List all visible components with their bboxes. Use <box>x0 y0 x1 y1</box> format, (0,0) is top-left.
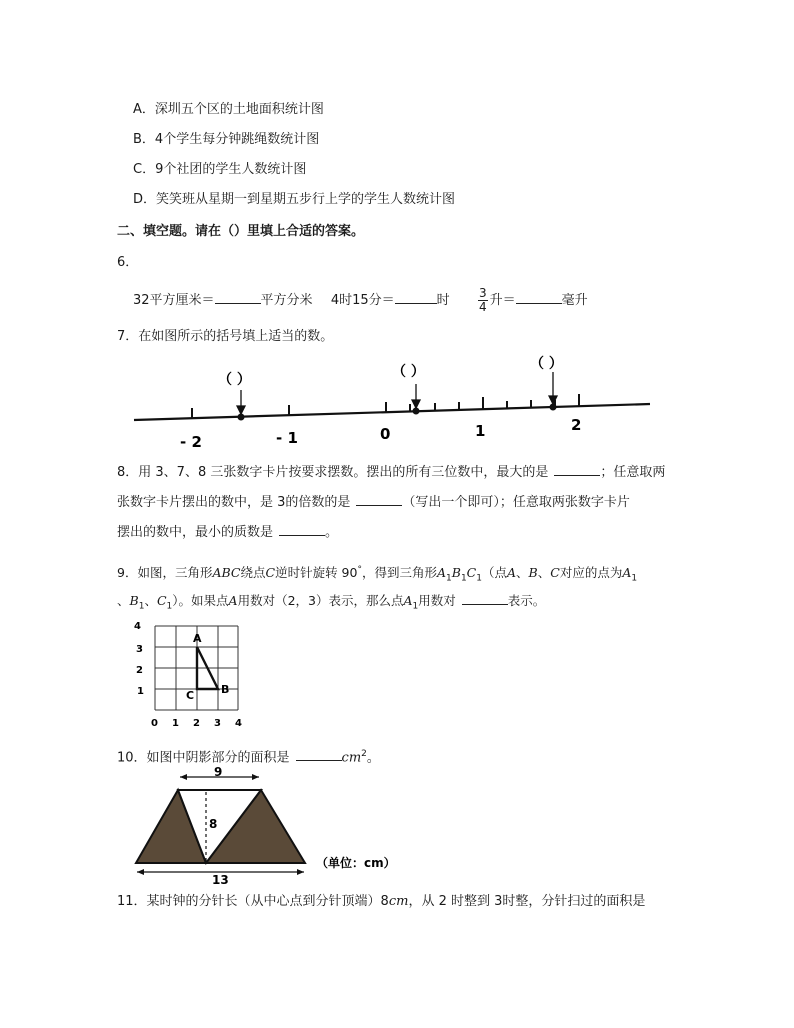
x-tick-3: 3 <box>214 718 221 729</box>
q9-sep1: 、 <box>516 565 529 581</box>
q9-sub1: 1 <box>446 573 452 584</box>
option-d: D．笑笑班从星期一到星期五步行上学的学生人数统计图 <box>133 192 456 207</box>
paren-2[interactable]: （ ） <box>392 364 425 380</box>
label-neg1: - 1 <box>276 429 298 447</box>
q8-blank3[interactable] <box>279 522 325 536</box>
y-tick-3: 3 <box>136 644 143 655</box>
q10-text <box>117 745 380 767</box>
q8-line1 <box>117 462 665 482</box>
q11-text2: ，从 2 时整到 3时整，分针扫过的面积是 <box>408 894 646 909</box>
label-2: 2 <box>571 416 582 434</box>
q9-pc: C <box>550 565 560 581</box>
paren-3[interactable]: （ ） <box>530 356 563 372</box>
q9-t2: 逆时针旋转 90 <box>275 565 358 581</box>
q11-text <box>117 893 645 911</box>
q9-l2-c1: C <box>156 593 167 608</box>
y-tick-1: 1 <box>137 686 144 697</box>
q9-sub6: 1 <box>166 601 173 612</box>
option-c: C．9个社团的学生人数统计图 <box>133 162 307 177</box>
q9-t9: 用数对 <box>418 593 456 608</box>
q9-blank[interactable] <box>462 591 508 605</box>
y-tick-2: 2 <box>136 665 143 676</box>
y-tick-4: 4 <box>134 621 141 632</box>
paren-1[interactable]: （ ） <box>218 372 251 388</box>
q10-blank[interactable] <box>296 747 342 761</box>
q6-frac-den: 4 <box>478 300 487 314</box>
q9-t1: 绕点 <box>240 565 266 581</box>
q9-abc: ABC <box>212 565 241 581</box>
q9-prefix: 9．如图，三角形 <box>117 565 213 581</box>
q6-part2: 4时15分＝ <box>330 293 395 308</box>
q8-line2-end: （写出一个即可）；任意取两张数字卡片 <box>402 495 630 510</box>
bottom-label: 13 <box>212 873 229 887</box>
label-neg2: - 2 <box>180 433 202 451</box>
q6-unit2: 时 <box>436 293 450 308</box>
q6-part3: 升＝ <box>489 293 516 308</box>
height-label: 8 <box>209 817 218 831</box>
point-b-label: B <box>221 683 230 696</box>
q9-pa: A <box>507 565 517 581</box>
q8-blank2[interactable] <box>356 492 402 506</box>
x-tick-1: 1 <box>172 718 179 729</box>
q9-sub4: 1 <box>631 573 638 584</box>
x-tick-2: 2 <box>193 718 200 729</box>
q9-l2-b1: B <box>129 593 139 608</box>
section-heading: 二、填空题。请在（）里填上合适的答案。 <box>117 224 365 239</box>
top-label: 9 <box>214 765 223 779</box>
q8-line3-text: 摆出的数中，最小的质数是 <box>117 525 274 540</box>
q6-number: 6． <box>117 255 139 270</box>
q11-cm: cm <box>388 894 409 909</box>
q11-text1: 11．某时钟的分针长（从中心点到分针顶端）8 <box>117 894 389 909</box>
q8-line1-end: ；任意取两 <box>600 465 666 480</box>
q6-blank1[interactable] <box>215 290 261 304</box>
q9-l2-a: A <box>228 593 238 608</box>
q10-sup: 2 <box>361 749 367 759</box>
q8-line2 <box>117 492 630 512</box>
q6-unit3: 毫升 <box>561 293 588 308</box>
q6-unit1: 平方分米 <box>260 293 313 308</box>
q9-t4: （点 <box>481 565 507 581</box>
q9-sub7: 1 <box>412 601 419 612</box>
q6-fraction <box>478 287 488 314</box>
unit-note: （单位：cm） <box>316 856 396 870</box>
q9-b1: B <box>451 565 461 581</box>
q9-t3: ，得到三角形 <box>361 565 437 581</box>
q10-end: 。 <box>366 750 380 766</box>
label-1: 1 <box>475 422 486 440</box>
q9-sub3: 1 <box>476 573 482 584</box>
q8-blank1[interactable] <box>554 462 600 476</box>
q8-line3-end: 。 <box>325 525 339 540</box>
option-b: B．4个学生每分钟跳绳数统计图 <box>133 132 320 147</box>
q8-line3 <box>117 522 338 542</box>
point-c-label: C <box>186 689 195 702</box>
q9-l2-a1: A <box>403 593 413 608</box>
q6-blank3[interactable] <box>516 290 562 304</box>
q9-pb: B <box>528 565 538 581</box>
q9-c: C <box>265 565 276 581</box>
option-a: A．深圳五个区的土地面积统计图 <box>133 102 324 117</box>
q6-body <box>133 287 588 314</box>
grid-figure <box>130 618 250 733</box>
label-0: 0 <box>380 425 391 443</box>
x-tick-4: 4 <box>235 718 242 729</box>
shaded-figure <box>133 765 403 887</box>
q9-sub2: 1 <box>460 573 467 584</box>
q8-line1-text: 8．用 3、7、8 三张数字卡片按要求摆数。摆出的所有三位数中，最大的是 <box>117 465 549 480</box>
q9-t8: 用数对（2，3）表示，那么点 <box>237 593 404 608</box>
x-tick-0: 0 <box>151 718 158 729</box>
tick-marks <box>192 394 579 418</box>
q6-blank2[interactable] <box>395 290 437 304</box>
q9-l2-start: 、 <box>117 593 130 608</box>
q6-part1: 32平方厘米＝ <box>133 293 215 308</box>
number-line-figure <box>130 356 660 455</box>
q10-text1: 10．如图中阴影部分的面积是 <box>117 750 290 766</box>
q9-t6: 、 <box>144 593 157 608</box>
q9-t5: 对应的点为 <box>559 565 623 581</box>
q9-t10: 表示。 <box>507 593 546 608</box>
q9-t7: ）。如果点 <box>172 593 229 608</box>
q9-line2 <box>117 591 545 616</box>
q8-line2-text: 张数字卡片摆出的数中，是 3的倍数的是 <box>117 495 351 510</box>
point-a-label: A <box>193 632 202 645</box>
q9-sub5: 1 <box>138 601 145 612</box>
q9-c1: C <box>466 565 477 581</box>
q9-sep2: 、 <box>537 565 551 581</box>
q9-line1 <box>117 561 637 588</box>
q9-a1: A <box>436 565 447 581</box>
q6-frac-num: 3 <box>478 286 487 300</box>
q10-unit: cm <box>341 750 362 766</box>
q7-text: 7．在如图所示的括号填上适当的数。 <box>117 329 334 344</box>
q9-a1-b: A <box>622 565 632 581</box>
q9-deg: ° <box>357 565 362 575</box>
